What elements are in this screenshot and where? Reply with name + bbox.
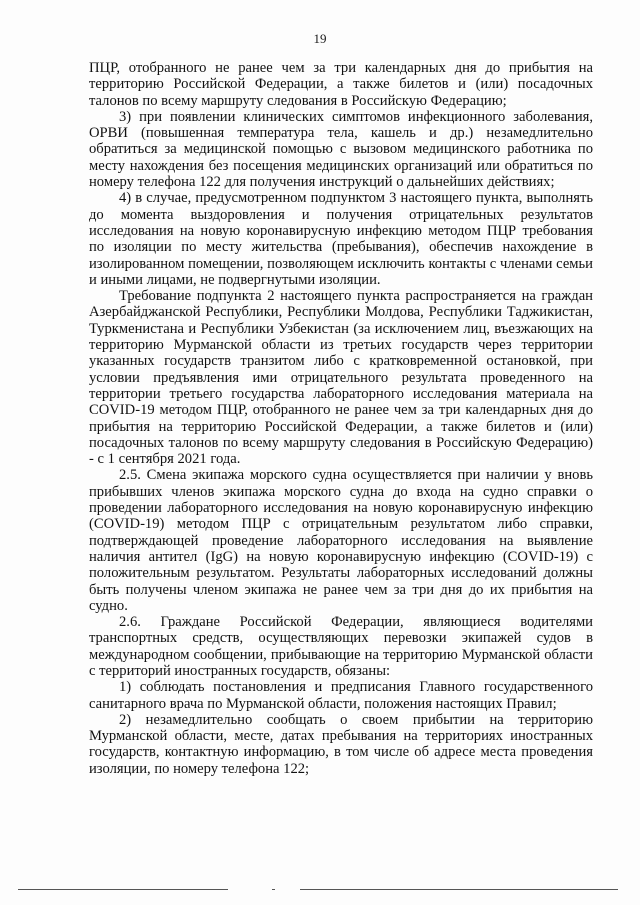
footer-divider-right <box>300 889 618 890</box>
paragraph-requirement: Требование подпункта 2 настоящего пункта распространяется на граждан Азербайджанской Республики, Республики Молдова, Республики Таджикистан, Туркменистана и Республики Узбекистан (за исключением лиц, въезжающих на территорию Мурманской области из третьих государств через территории указанных государств транзитом либо с кратковременной остановкой, при условии предъявления ими отрицательного результата проведенного на территории третьего государства лабораторного исследования материала на COVID-19 методом ПЦР, отобранного не ранее чем за три календарных дня до прибытия на территорию Российской Федерации, а также билетов и (или) посадочных талонов по всему маршруту следования в Российскую Федерацию) - с 1 сентября 2021 года. <box>89 288 593 468</box>
paragraph-continuation: ПЦР, отобранного не ранее чем за три календарных дня до прибытия на территорию Российской Федерации, а также билетов и (или) посадочных талонов по всему маршруту следования в Российскую Федерацию; <box>89 60 593 109</box>
footer-divider-dot <box>272 889 275 890</box>
paragraph-item-4: 4) в случае, предусмотренном подпунктом 3 настоящего пункта, выполнять до момента выздоровления и получения отрицательных результатов исследования на новую коронавирусную инфекцию методом ПЦР требования по изоляции по месту жительства (пребывания), обеспечив нахождение в изолированном помещении, позволяющем исключить контакты с членами семьи и иными лицами, не подвергнутыми изоляции. <box>89 190 593 288</box>
paragraph-section-2-5: 2.5. Смена экипажа морского судна осуществляется при наличии у вновь прибывших членов экипажа морского судна до входа на судно справки о проведении лабораторного исследования на новую коронавирусную инфекцию (COVID-19) методом ПЦР с отрицательным результатом либо справки, подтверждающей проведение лабораторного исследования на выявление наличия антител (IgG) на новую коронавирусную инфекцию (COVID-19) с положительным результатом. Результаты лабораторных исследований должны быть получены членом экипажа не ранее чем за три дня до их прибытия на судно. <box>89 467 593 614</box>
document-body <box>89 60 593 777</box>
paragraph-obligation-2: 2) незамедлительно сообщать о своем прибытии на территорию Мурманской области, месте, датах пребывания на территориях иностранных государств, контактную информацию, в том числе об адресе места проведения изоляции, по номеру телефона 122; <box>89 711 593 777</box>
footer-divider-left <box>18 889 228 890</box>
paragraph-section-2-6: 2.6. Граждане Российской Федерации, являющиеся водителями транспортных средств, осуществляющих перевозки экипажей судов в международном сообщении, прибывающие на территорию Мурманской области с территорий иностранных государств, обязаны: <box>89 614 593 679</box>
paragraph-item-3: 3) при появлении клинических симптомов инфекционного заболевания, ОРВИ (повышенная температура тела, кашель и др.) незамедлительно обратиться за медицинской помощью с вызовом медицинского работника по месту нахождения без посещения медицинских организаций или обратиться по номеру телефона 122 для получения инструкций о дальнейших действиях; <box>89 108 593 191</box>
page-number: 19 <box>313 31 327 46</box>
paragraph-obligation-1: 1) соблюдать постановления и предписания Главного государственного санитарного врача по Мурманской области, положения настоящих Правил; <box>89 679 593 712</box>
